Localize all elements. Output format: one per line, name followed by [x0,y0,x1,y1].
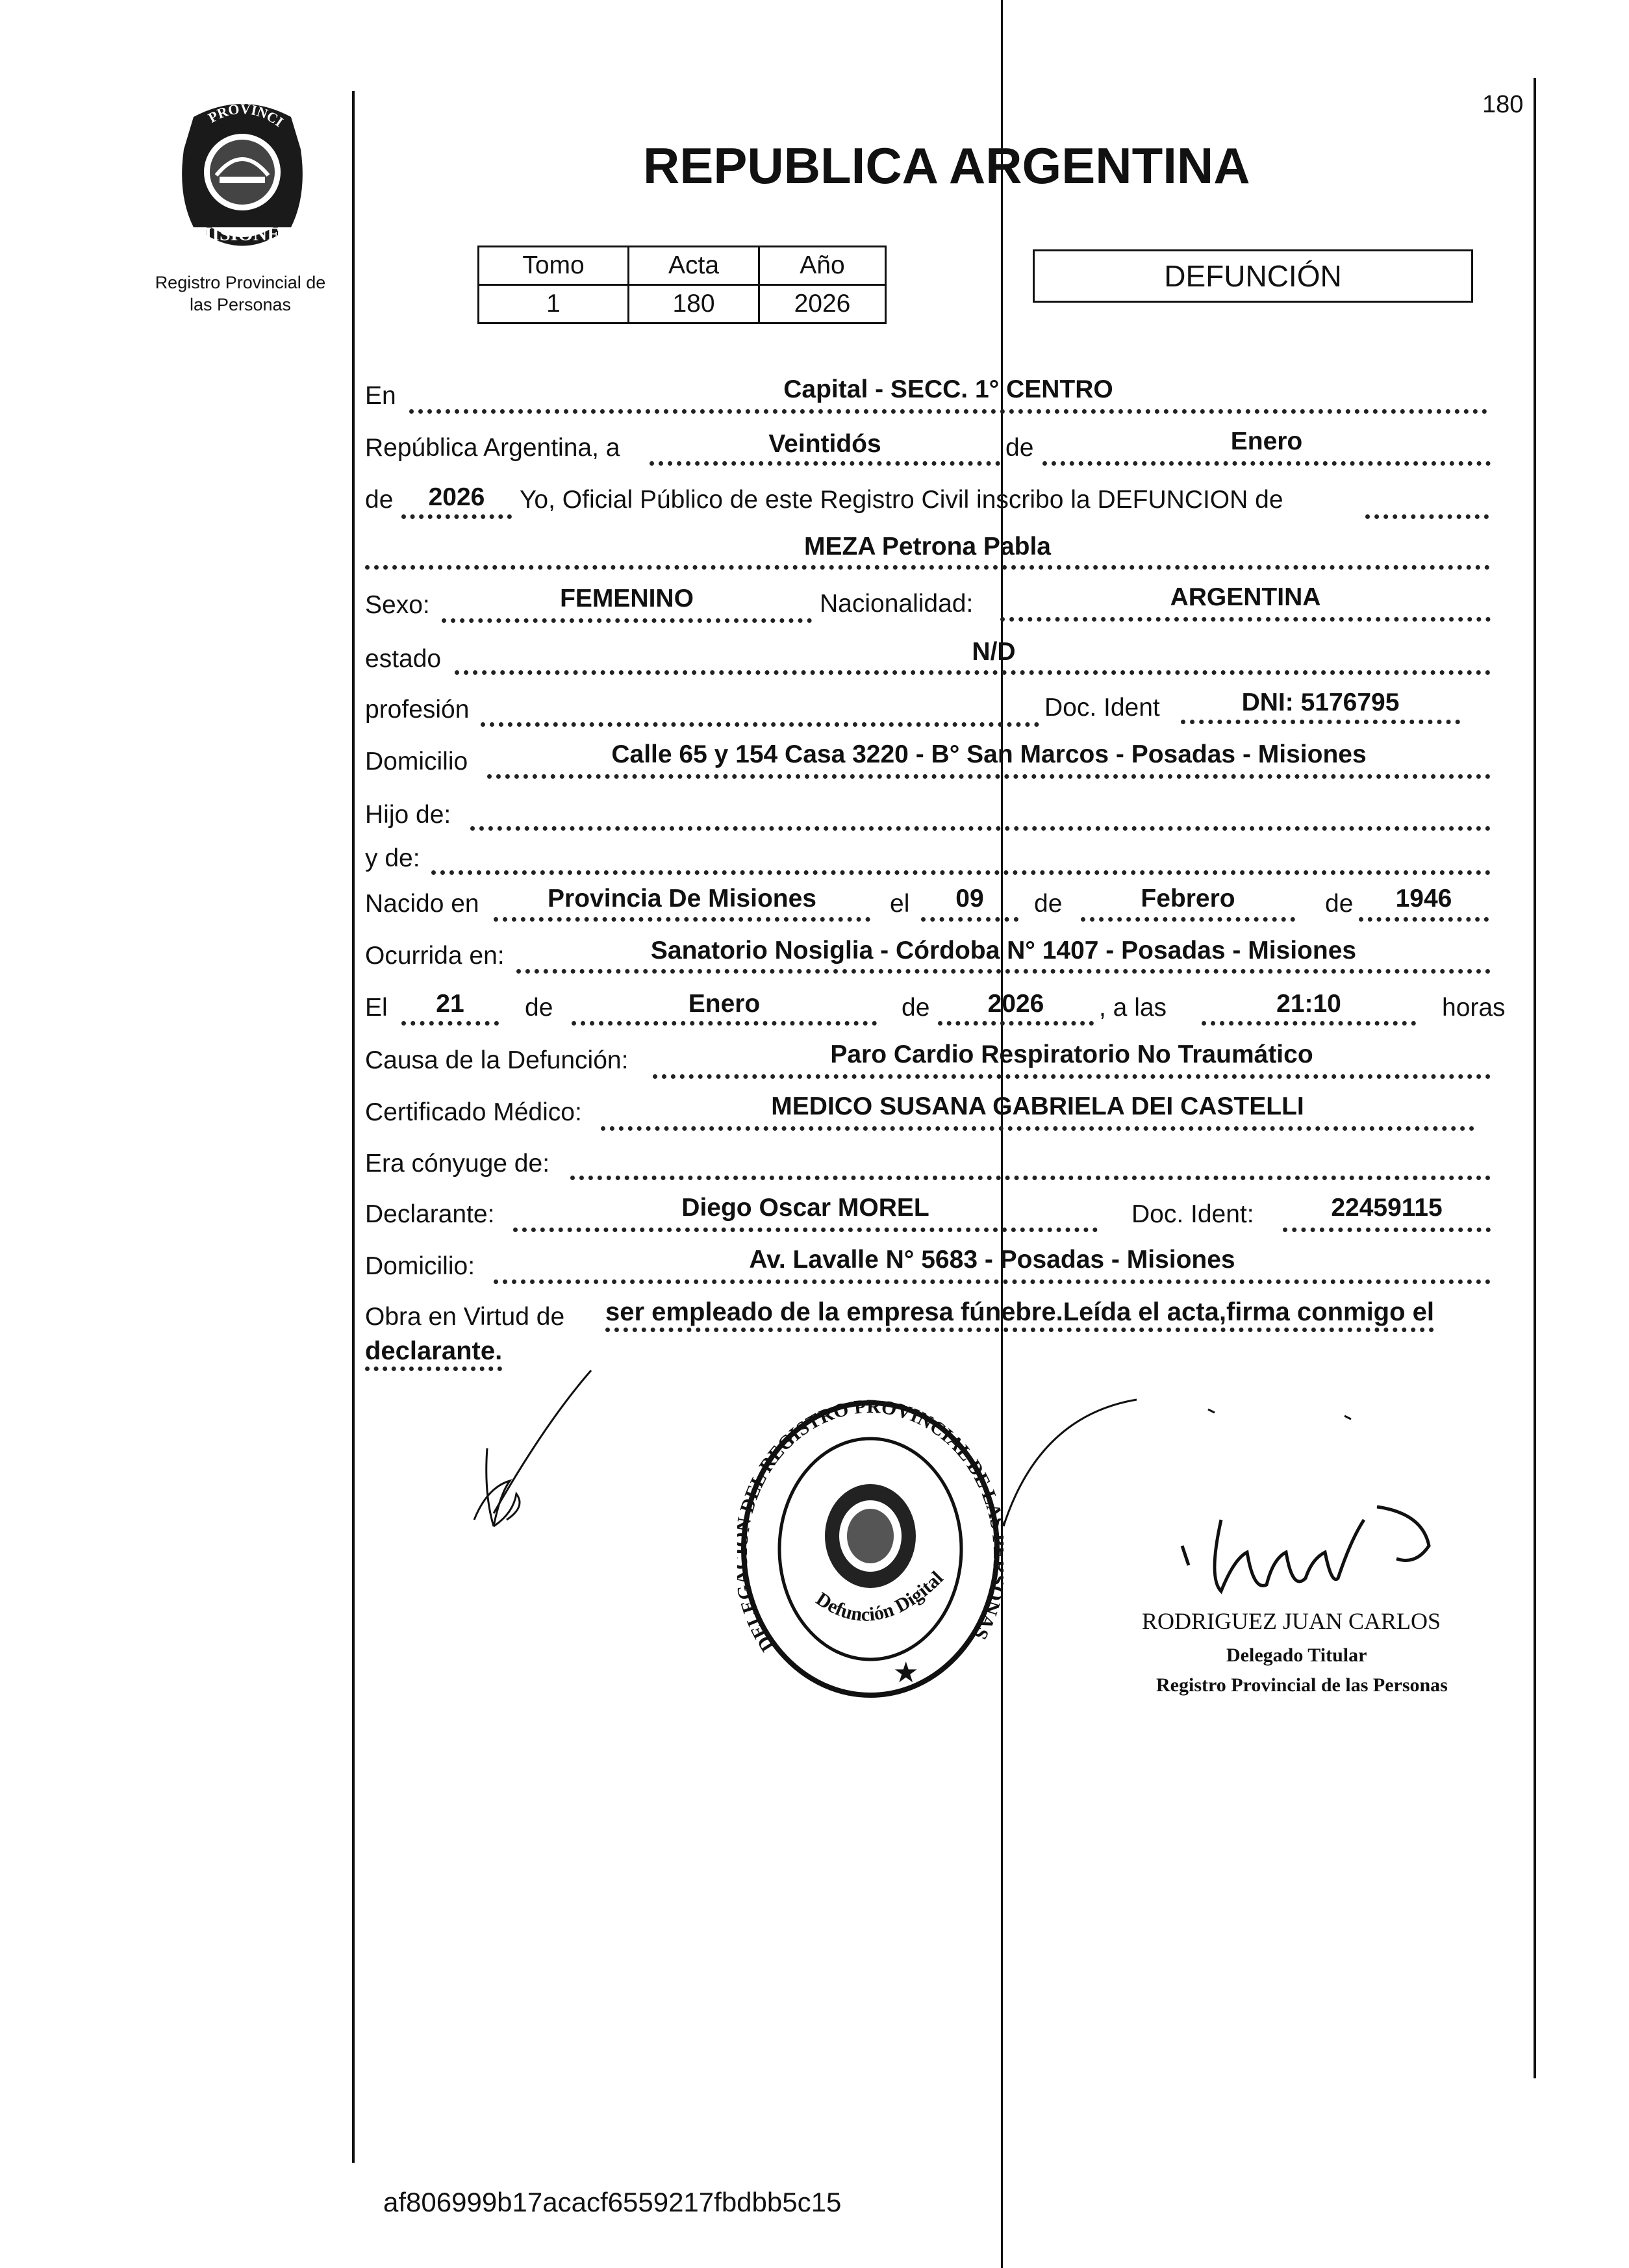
signatory-name: RODRIGUEZ JUAN CARLOS [1142,1608,1441,1634]
dots-profesion [481,722,1039,727]
dots-ocurrida [516,969,1491,974]
signatory-title: Delegado Titular [1226,1644,1367,1666]
province-seal-graphic [168,97,317,253]
seal-bottom-text: MISIONES [193,223,292,245]
seal-top-text: PROVINCI [205,100,286,131]
dots-certificado [601,1126,1474,1131]
value-decl-dom: Av. Lavalle N° 5683 - Posadas - Misiones [749,1246,1235,1274]
value-def-dia: 21 [436,990,464,1018]
stamp-outer-text: DELE DEL REGISTRO PROVINCIAL DE L NAS [737,1396,1004,1656]
dots-declarante [513,1228,1098,1232]
value-estado: N/D [972,638,1016,666]
ref-header-tomo: Tomo [479,247,629,285]
ref-value-acta: 180 [629,285,759,323]
value-causa: Paro Cardio Respiratorio No Traumático [830,1040,1313,1068]
dots-nacido-mes [1081,917,1295,922]
official-signature [1000,1396,1468,1630]
dots-causa [653,1074,1491,1079]
value-hora: 21:10 [1276,990,1341,1018]
label-doc-ident: Doc. Ident [1044,694,1160,722]
dots-def-dia [401,1021,499,1026]
province-seal [168,97,317,253]
record-type: DEFUNCIÓN [1164,259,1342,293]
dots-nacido-dia [921,917,1018,922]
ref-header-anio: Año [759,247,886,285]
dots-estado [455,670,1491,675]
dots-nacido-lugar [494,917,870,922]
signatory-org: Registro Provincial de las Personas [1156,1674,1448,1696]
label-nacido-de1: de [1034,890,1063,918]
label-de-month: de [1005,434,1034,462]
value-certificado: MEDICO SUSANA GABRIELA DEI CASTELLI [771,1092,1304,1120]
dots-name [365,565,1490,570]
page-number: 180 [1482,91,1524,118]
label-en: En [365,382,396,410]
label-de-year: de [365,486,394,514]
dots-def-anio [938,1021,1094,1026]
value-nacido-anio: 1946 [1395,885,1452,913]
dots-yde [431,870,1491,875]
ref-value-tomo: 1 [479,285,629,323]
value-nacido-lugar: Provincia De Misiones [548,885,816,913]
label-declarante: Declarante: [365,1200,495,1228]
dots-nacido-anio [1359,917,1489,922]
label-profesion: profesión [365,696,470,724]
document-title: REPUBLICA ARGENTINA [643,137,1250,194]
reference-table [477,246,887,324]
label-horas: horas [1442,994,1506,1022]
left-margin-line [352,91,355,2163]
label-ocurrida: Ocurrida en: [365,942,505,970]
dots-oficial-tail [1365,514,1489,519]
dots-decl-dom [494,1279,1491,1284]
value-nacido-dia: 09 [955,885,984,913]
label-el: El [365,994,388,1022]
label-certificado: Certificado Médico: [365,1098,582,1126]
label-republica: República Argentina, a [365,434,620,462]
label-alas: , a las [1099,994,1167,1022]
dots-day [650,461,1000,466]
registry-name [130,271,351,316]
value-month: Enero [1230,427,1303,455]
dots-decl-doc [1283,1228,1491,1232]
label-nacido-de2: de [1325,890,1354,918]
ref-value-anio: 2026 [759,285,886,323]
label-def-de1: de [525,994,553,1022]
document-hash: af806999b17acacf6559217fbdbb5c15 [383,2187,842,2217]
dots-month [1042,461,1491,466]
value-declarante: Diego Oscar MOREL [681,1194,929,1222]
center-fold-line [1001,0,1003,2268]
dots-en [409,409,1487,414]
label-nacionalidad: Nacionalidad: [820,590,974,618]
label-oficial: Yo, Oficial Público de este Registro Civil inscribo la DEFUNCION de [520,486,1283,514]
label-nacido-el: el [890,890,910,918]
dots-nacionalidad [1000,617,1491,622]
dots-conyuge [570,1176,1491,1180]
value-year: 2026 [428,483,485,511]
label-estado: estado [365,645,442,673]
value-def-mes: Enero [688,990,761,1018]
dots-def-mes [572,1021,877,1026]
value-nacido-mes: Febrero [1141,885,1235,913]
value-obra-line1: ser empleado de la empresa fúnebre.Leída el acta,firma conmigo el [605,1299,1434,1332]
declarant-signature [448,1364,604,1546]
ref-header-acta: Acta [629,247,759,285]
registry-line1: Registro Provincial de [155,273,326,292]
dots-hora [1202,1021,1416,1026]
value-ocurrida: Sanatorio Nosiglia - Córdoba N° 1407 - Posadas - Misiones [650,937,1357,964]
value-doc-ident: DNI: 5176795 [1241,688,1400,716]
label-decl-doc: Doc. Ident: [1131,1200,1254,1228]
right-margin-line [1534,78,1536,2078]
value-obra-line2: declarante. [365,1338,502,1371]
label-domicilio: Domicilio [365,748,468,775]
dots-hijo [470,826,1491,831]
registry-line2: las Personas [189,295,292,314]
label-causa: Causa de la Defunción: [365,1046,629,1074]
label-decl-dom: Domicilio: [365,1252,475,1280]
record-type-box [1033,249,1473,303]
label-nacido: Nacido en [365,890,479,918]
label-obra: Obra en Virtud de [365,1303,565,1331]
value-sexo: FEMENINO [560,585,694,612]
official-stamp [737,1396,1004,1702]
value-def-anio: 2026 [987,990,1044,1018]
value-deceased-name: MEZA Petrona Pabla [804,533,1051,561]
label-conyuge: Era cónyuge de: [365,1150,550,1178]
label-def-de2: de [902,994,930,1022]
value-nacionalidad: ARGENTINA [1170,583,1321,611]
dots-sexo [442,618,812,623]
dots-year [401,514,512,519]
value-day-words: Veintidós [768,430,881,458]
dots-doc-ident [1181,720,1460,724]
dots-domicilio [487,774,1491,779]
stamp-inner-text: Defunción Digital [812,1567,948,1626]
label-yde: y de: [365,844,420,872]
label-hijo: Hijo de: [365,801,451,829]
label-sexo: Sexo: [365,591,430,619]
value-en: Capital - SECC. 1° CENTRO [783,375,1113,403]
value-domicilio: Calle 65 y 154 Casa 3220 - B° San Marcos - Posadas - Misiones [611,740,1367,768]
stamp-star-icon: ★ [893,1657,919,1689]
value-decl-doc: 22459115 [1331,1194,1443,1222]
